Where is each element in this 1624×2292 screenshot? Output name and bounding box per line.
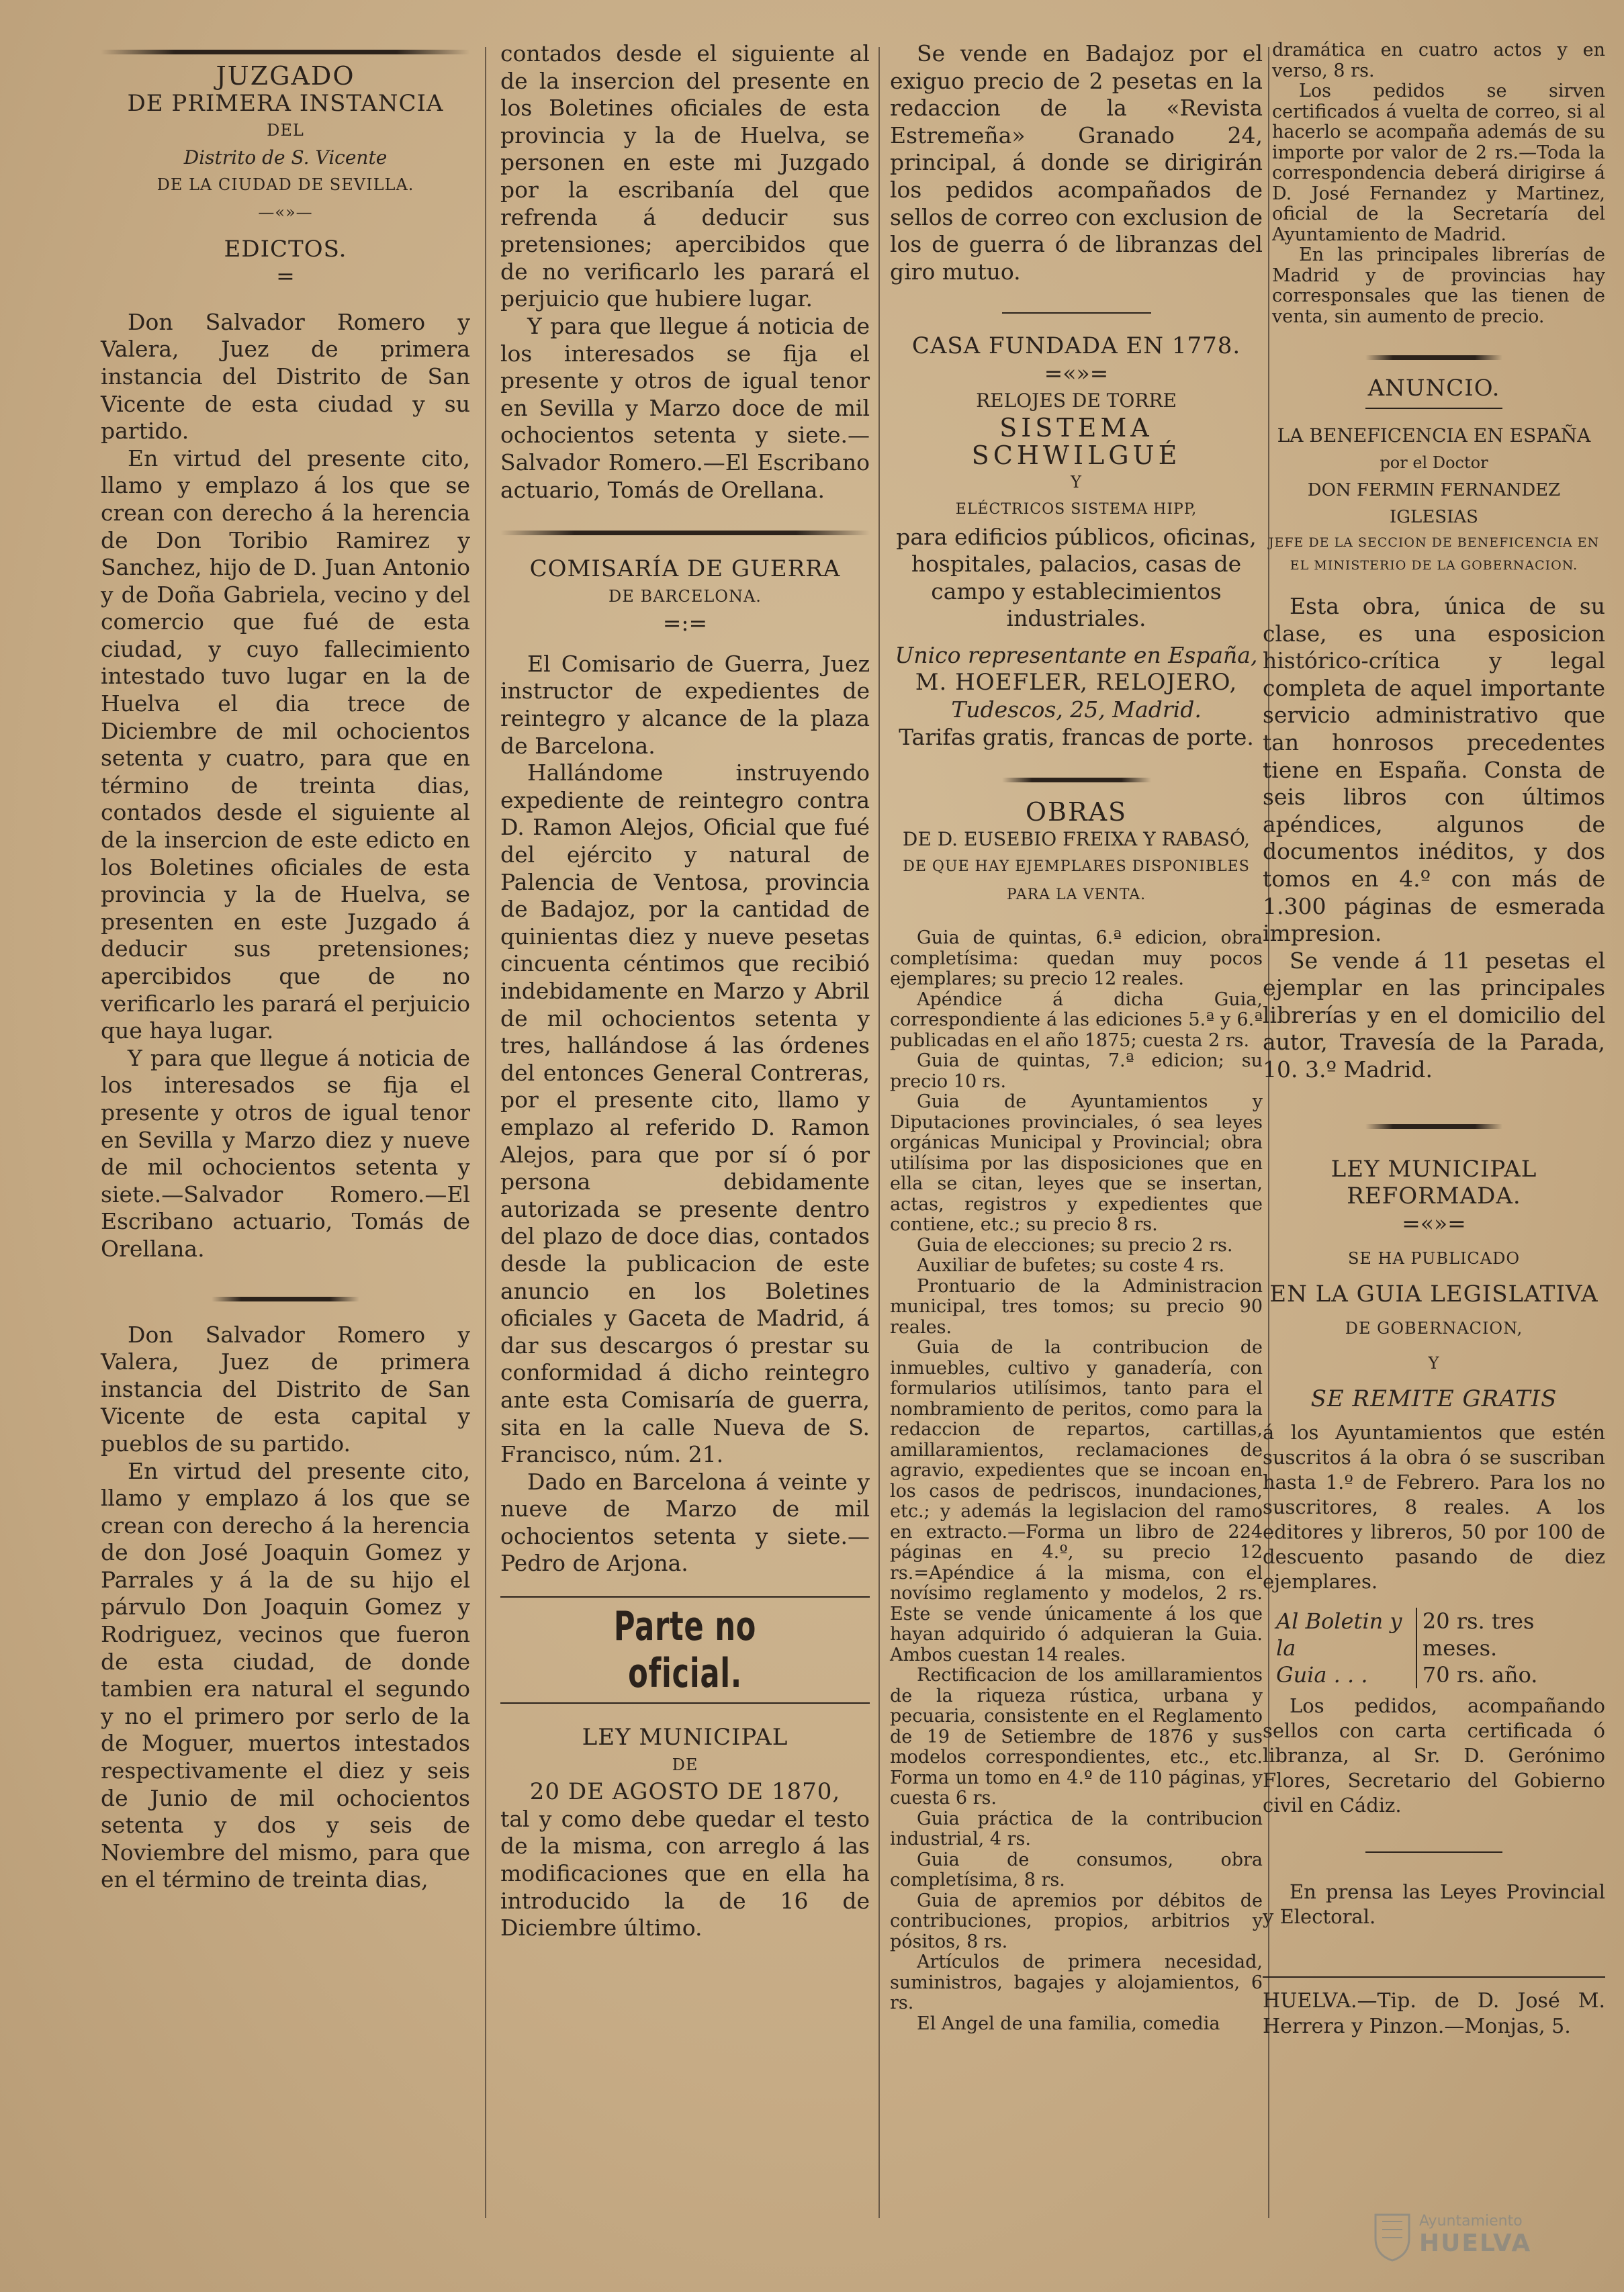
heading-ciudad: DE LA CIUDAD DE SEVILLA.: [156, 175, 414, 195]
ornament: =«»=: [1044, 359, 1109, 386]
column-divider: [878, 47, 880, 2218]
column-3: [890, 40, 1263, 2034]
rule: [1365, 1851, 1502, 1853]
ley-de: DE: [672, 1755, 698, 1774]
prensa-text: En prensa las Leyes Provincial y Electoral.: [1263, 1880, 1605, 1929]
obras-list: [890, 928, 1263, 2034]
obra-description: Esta obra, única de su clase, es una esposicion histórico-crítica y legal completa de aquel importante servicio administrativo que tan honrosos precedentes tiene en España. Consta de seis libros con últimos apéndices, algunos de documentos inéditos, y dos tomos en 4.º con más de 1.300 páginas de esmerada impresion.: [1263, 592, 1605, 947]
watermark-line2: HUELVA: [1419, 2229, 1532, 2257]
price-values: [1416, 1608, 1605, 1688]
pedidos-text: Los pedidos se sirven certificados á vuelta de correo, si al hacerlo se acompaña además de su importe por valor de 2 rs.—Toda la correspondencia deberá dirigirse á D. José Fernandez y Martinez, oficial de la Secretaría del Ayuntamiento de Madrid.: [1272, 81, 1605, 245]
column-2: [500, 40, 870, 1942]
parte-no-oficial-heading: Parte no oficial.: [613, 1603, 757, 1698]
ornament: =:=: [662, 610, 708, 637]
heading-distrito: Distrito de S. Vicente: [183, 146, 388, 169]
edicto1-body: En virtud del presente cito, llamo y emplazo á los que se crean con derecho á la herencia de Don Toribio Ramirez y Sanchez, hijo de D. Juan Antonio y de Doña Gabriela, vecino y del comercio que fué de esta ciudad, y cuyo fallecimiento intestado tuvo lugar en la de Huelva el dia trece de Diciembre de mil ochocientos setenta y cuatro, para que en término de treinta dias, contados desde el siguiente al de la insercion de este edicto en los Boletines oficiales de esta provincia y la de Huelva, se presenten en este Juzgado á deducir sus pretensiones; apercibidos que de no verificarlo les parará el perjuicio que haya lugar.: [101, 445, 470, 1044]
list-item: Guia de Ayuntamientos y Diputaciones provinciales, ó sea leyes orgánicas Municipal y Provincial; obra utilísima por las disposiciones que en ella se citan, leyes que se insertan, actas, registros y expedientes que contiene, etc.; su precio 8 rs.: [890, 1091, 1263, 1236]
ley-text: tal y como debe quedar el testo de la misma, con arreglo á las modificaciones que en ella ha introducido la de 16 de Diciembre último.: [500, 1805, 870, 1941]
list-item: Guia de elecciones; su precio 2 rs.: [917, 1234, 1233, 1256]
rule: [500, 531, 870, 535]
remite-gratis: SE REMITE GRATIS: [1310, 1385, 1558, 1412]
ley-municipal-title: LEY MUNICIPAL: [582, 1724, 788, 1751]
edicto-continuation: contados desde el siguiente al de la insercion del presente en los Boletines oficiales de esta provincia y la de Huelva, se personen en este mi Juzgado por la escribanía del que refrenda á deducir sus pretensiones; apercibidos que de no verificarlo les parará el perjuicio que hubiere lugar.: [500, 40, 870, 312]
edicto-continuation-closing: Y para que llegue á noticia de los interesados se fija el presente y otros de igual tenor en Sevilla y Marzo doce de mil ochocientos setenta y siete.—Salvador Romero.—El Escribano actuario, Tomás de Orellana.: [500, 312, 870, 503]
obra-sale: Se vende á 11 pesetas el ejemplar en las principales librerías y en el domicilio del autor, Travesía de la Parada, 10. 3.º Madrid.: [1263, 947, 1605, 1083]
revista-notice: Se vende en Badajoz por el exiguo precio de 2 pesetas en la redaccion de la «Revista Estremeña» Granado 24, principal, á donde se dirigirán los pedidos acompañados de sellos de correo con exclusion de los de guerra ó de libranzas del giro mutuo.: [890, 40, 1263, 285]
rule: [1365, 355, 1502, 360]
edictos-heading: EDICTOS.: [224, 235, 347, 263]
publicado-label: SE HA PUBLICADO: [1347, 1249, 1521, 1269]
sistema-heading: SISTEMA SCHWILGUÉ: [971, 413, 1181, 470]
comisaria-title: COMISARÍA DE GUERRA: [529, 555, 841, 583]
comisaria-subtitle: DE BARCELONA.: [608, 586, 762, 606]
juzgado-title: JUZGADO: [216, 61, 355, 91]
price-labels: [1276, 1608, 1416, 1688]
rule: [1365, 408, 1502, 409]
juzgado-subtitle: DE PRIMERA INSTANCIA: [127, 89, 444, 117]
list-item: Guia de quintas, 6.ª edicion, obra completísima: quedan muy pocos ejemplares; su precio 12 reales.: [890, 927, 1263, 990]
list-item: Apéndice á dicha Guia, correspondiente á las ediciones 5.ª y 6.ª publicadas en el año 1875; cuesta 2 rs.: [890, 989, 1263, 1051]
price-label: Guia . . .: [1276, 1662, 1368, 1688]
edicto1-intro: Don Salvador Romero y Valera, Juez de primera instancia del Distrito de San Vicente de esta ciudad y su partido.: [101, 308, 470, 445]
list-item: Artículos de primera necesidad, suministros, bagajes y alojamientos, 6 rs.: [890, 1952, 1263, 2014]
ley-reformada-heading: LEY MUNICIPAL REFORMADA.: [1330, 1155, 1537, 1210]
comisaria-intro: El Comisario de Guerra, Juez instructor de expedientes de reintegro y alcance de la plaza de Barcelona.: [500, 650, 870, 759]
obras-continuation: dramática en cuatro actos y en verso, 8 rs.: [1272, 40, 1605, 81]
rule: [1365, 1124, 1502, 1129]
ornament: =: [276, 263, 295, 289]
gobernacion: DE GOBERNACION,: [1345, 1318, 1523, 1338]
price-table: [1276, 1608, 1605, 1688]
representante-label: Unico representante en España,: [895, 641, 1258, 668]
ornament: =«»=: [1402, 1209, 1466, 1236]
author-name: DON FERMIN FERNANDEZ IGLESIAS: [1307, 479, 1561, 528]
rule: [1002, 778, 1151, 782]
comisaria-closing: Dado en Barcelona á veinte y nueve de Marzo de mil ochocientos setenta y siete.—Pedro de Arjona.: [500, 1468, 870, 1577]
author-title: JEFE DE LA SECCION DE BENEFICENCIA EN EL MINISTERIO DE LA GOBERNACION.: [1268, 535, 1600, 573]
hoefler-name: M. HOEFLER, RELOJERO,: [915, 669, 1238, 696]
column-4: [1263, 40, 1605, 2039]
sellos-text: Los pedidos, acompañando sellos con carta certificada ó libranza, al Sr. D. Gerónimo Flores, Secretario del Gobierno civil en Cádiz.: [1263, 1694, 1605, 1817]
edicto1-closing: Y para que llegue á noticia de los interesados se fija el presente y otros de igual tenor en Sevilla y Marzo diez y nueve de mil ochocientos setenta y siete.—Salvador Romero.—El Escribano actuario, Tomás de Orellana.: [101, 1044, 470, 1262]
price-label: Al Boletin y la: [1276, 1608, 1402, 1661]
list-item: Guia práctica de la contribucion industrial, 4 rs.: [890, 1808, 1263, 1850]
relojes-heading: RELOJES DE TORRE: [976, 389, 1177, 412]
price-value: 70 rs. año.: [1422, 1662, 1538, 1688]
heading-y: Y: [1428, 1354, 1440, 1373]
beneficencia-title: LA BENEFICENCIA EN ESPAÑA: [1277, 424, 1591, 447]
guia-legislativa: EN LA GUIA LEGISLATIVA: [1269, 1281, 1598, 1308]
list-item: Guia de apremios por débitos de contribuciones, propios, arbitrios y pósitos, 8 rs.: [890, 1890, 1263, 1952]
casa-fundada: CASA FUNDADA EN 1778.: [911, 332, 1241, 360]
ley-date: 20 DE AGOSTO DE 1870,: [529, 1778, 841, 1806]
anuncio-heading: ANUNCIO.: [1367, 375, 1500, 402]
relojes-text: para edificios públicos, oficinas, hospitales, palacios, casas de campo y establecimientos industriales.: [896, 523, 1257, 632]
column-1: [101, 40, 470, 1894]
rule: [500, 1702, 870, 1704]
list-item: Guia de quintas, 7.ª edicion; su precio 10 rs.: [890, 1050, 1263, 1092]
tarifas: Tarifas gratis, francas de porte.: [899, 723, 1254, 750]
rule: [212, 1297, 359, 1301]
list-item: Auxiliar de bufetes; su coste 4 rs.: [917, 1255, 1225, 1277]
edicto2-intro: Don Salvador Romero y Valera, Juez de primera instancia del Distrito de San Vicente de esta capital y pueblos de su partido.: [101, 1321, 470, 1457]
archive-watermark: [1372, 2205, 1594, 2265]
list-item: Rectificacion de los amillaramientos de la riqueza rústica, urbana y pecuaria, consistente en el Reglamento de 19 de Setiembre de 1876 y sus modelos correspondientes, etc., etc. Forma un tomo en 4.º de 110 páginas, y cuesta 6 rs.: [890, 1665, 1263, 1809]
hoefler-address: Tudescos, 25, Madrid.: [951, 696, 1202, 723]
rule: [101, 50, 470, 54]
ornament: —«»—: [258, 202, 313, 222]
list-item: Guia de la contribucion de inmuebles, cultivo y ganadería, con formularios utilísimos, tanto para el nombramiento de peritos, como para la redaccion de repartos, cartillas, amillaramientos, reclamaciones de agravio, expedientes que se incoan en los casos de pedriscos, inundaciones, etc.; y además la legislacion del ramo en extracto.—Forma un libro de 224 páginas en 4.º, su precio 12 rs.=Apéndice á la misma, con el novísimo reglamento y modelos, 2 rs. Este se vende únicamente á los que hayan adquirido ó adquieran la Guia. Ambos cuestan 14 reales.: [890, 1337, 1263, 1665]
rule: [1002, 312, 1151, 314]
heading-del: DEL: [267, 121, 304, 140]
author-by: por el Doctor: [1380, 453, 1488, 473]
obras-author: DE D. EUSEBIO FREIXA Y RABASÓ,: [902, 827, 1251, 850]
librerias-text: En las principales librerías de Madrid y de provincias hay corresponsales que las tienen de venta, sin aumento de precio.: [1272, 244, 1605, 327]
rule: [500, 1596, 870, 1598]
crest-icon: [1372, 2208, 1412, 2262]
column-divider: [485, 47, 486, 2218]
ayuntamientos-text: á los Ayuntamientos que estén suscritos á la obra ó se suscriban hasta 1.º de Febrero. Para los no suscritores, 8 reales. A los editores y libreros, 50 por 100 de descuento pasando de diez ejemplares.: [1263, 1421, 1605, 1594]
watermark-text: [1419, 2213, 1531, 2257]
comisaria-body: Hallándome instruyendo expediente de reintegro contra D. Ramon Alejos, Oficial que fué del ejército y natural de Palencia de Ventosa, provincia de Badajoz, por la cantidad de quinientas diez y nueve pesetas cincuenta céntimos que recibió indebidamente en Marzo y Abril de mil ochocientos setenta y tres, hallándose á las órdenes del entonces General Contreras, por el presente cito, llamo y emplazo al referido D. Ramon Alejos, para que por sí ó por persona debidamente autorizada se presente dentro del plazo de doce dias, contados desde la publicacion de este anuncio en los Boletines oficiales y Gaceta de Madrid, á dar sus descargos ó prestar su conformidad á dicho reintegro ante esta Comisaría de guerra, sita en la calle Nueva de S. Francisco, núm. 21.: [500, 760, 870, 1468]
rule: [1263, 1976, 1605, 1978]
edicto2-body: En virtud del presente cito, llamo y emplazo á los que se crean con derecho á la herencia de don José Joaquin Gomez y Parrales y á la de su hijo el párvulo Don Joaquin Gomez y Rodriguez, vecinos que fueron de esta ciudad, de donde tambien era natural el segundo y no el primero por serlo de la de Moguer, muertos intestados respectivamente el diez y seis de Junio de mil ochocientos setenta y dos y seis de Noviembre del mismo, para que en el término de treinta dias,: [101, 1457, 470, 1893]
obras-subtitle: DE QUE HAY EJEMPLARES DISPONIBLES PARA LA VENTA.: [903, 858, 1250, 904]
list-item: El Angel de una familia, comedia: [917, 2013, 1220, 2034]
list-item: Guia de consumos, obra completísima, 8 rs.: [890, 1849, 1263, 1891]
heading-y: Y: [1071, 473, 1082, 492]
obras-heading: OBRAS: [1025, 797, 1128, 827]
price-value: 20 rs. tres meses.: [1422, 1608, 1535, 1661]
electricos-heading: ELÉCTRICOS SISTEMA HIPP,: [955, 500, 1198, 518]
watermark-line1: Ayuntamiento: [1419, 2212, 1523, 2230]
printer-imprint: HUELVA.—Tip. de D. José M. Herrera y Pinzon.—Monjas, 5.: [1263, 1989, 1605, 2039]
list-item: Prontuario de la Administracion municipal, tres tomos; su precio 90 reales.: [890, 1275, 1263, 1338]
